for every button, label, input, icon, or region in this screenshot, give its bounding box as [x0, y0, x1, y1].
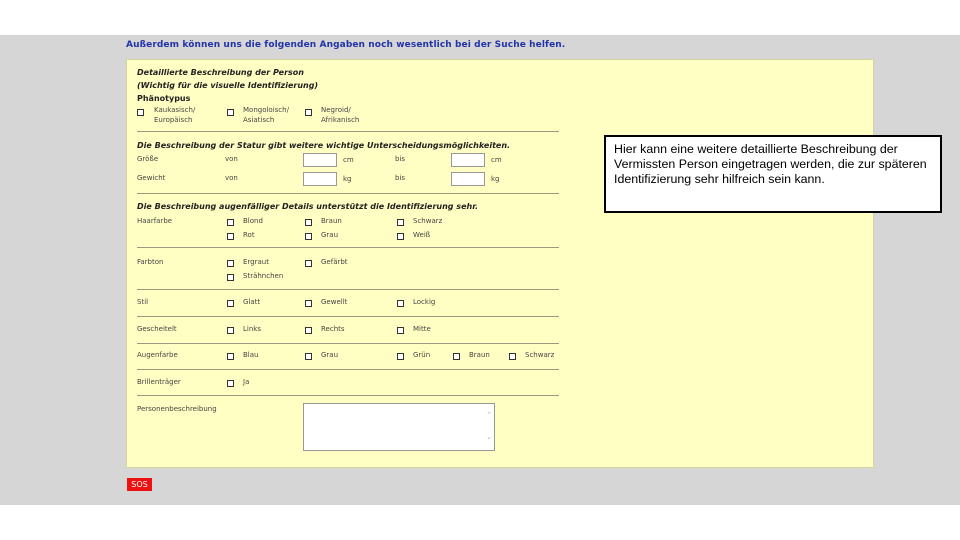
divider	[137, 247, 559, 248]
groesse-label: Größe	[137, 155, 159, 163]
divider	[137, 343, 559, 344]
checkbox-schwarz-haar[interactable]	[397, 219, 404, 226]
gewicht-unit2: kg	[491, 175, 500, 183]
option-rechts: Rechts	[321, 325, 345, 333]
option-negroid-line2: Afrikanisch	[321, 116, 360, 124]
farbton-label: Farbton	[137, 258, 164, 266]
scroll-up-icon[interactable]: ⌃	[486, 411, 492, 419]
option-braun-augen: Braun	[469, 351, 490, 359]
option-kaukasisch-line2: Europäisch	[154, 116, 193, 124]
option-gefaerbt: Gefärbt	[321, 258, 348, 266]
option-schwarz-haar: Schwarz	[413, 217, 443, 225]
description-form	[126, 59, 874, 468]
option-glatt: Glatt	[243, 298, 261, 306]
gewicht-von-label: von	[225, 174, 238, 182]
option-gewellt: Gewellt	[321, 298, 348, 306]
option-rot: Rot	[243, 231, 255, 239]
gewicht-bis-label: bis	[395, 174, 406, 182]
checkbox-glatt[interactable]	[227, 300, 234, 307]
augenfarbe-label: Augenfarbe	[137, 351, 178, 359]
gewicht-bis-input[interactable]	[451, 172, 485, 186]
checkbox-schwarz-augen[interactable]	[509, 353, 516, 360]
option-straehnchen: Strähnchen	[243, 272, 284, 280]
option-schwarz-augen: Schwarz	[525, 351, 555, 359]
option-ja: Ja	[243, 378, 250, 386]
tooltip-callout: Hier kann eine weitere detaillierte Beschreibung der Vermissten Person eingetragen werden, die zur späteren Identifizierung sehr hilfreich sein kann.	[604, 135, 942, 213]
checkbox-rechts[interactable]	[305, 327, 312, 334]
sos-button[interactable]: SOS	[127, 478, 152, 491]
checkbox-lockig[interactable]	[397, 300, 404, 307]
groesse-unit2: cm	[491, 156, 502, 164]
checkbox-braun-augen[interactable]	[453, 353, 460, 360]
scroll-down-icon[interactable]: ⌄	[486, 433, 492, 441]
option-mongoloisch-line2: Asiatisch	[243, 116, 275, 124]
option-grau-augen: Grau	[321, 351, 339, 359]
option-grau-haar: Grau	[321, 231, 339, 239]
checkbox-gefaerbt[interactable]	[305, 260, 312, 267]
divider	[137, 395, 559, 396]
checkbox-rot[interactable]	[227, 233, 234, 240]
section-title-description: Detaillierte Beschreibung der Person	[137, 68, 304, 77]
gescheitelt-label: Gescheitelt	[137, 325, 177, 333]
option-negroid-line1: Negroid/	[321, 106, 351, 114]
checkbox-mongoloisch[interactable]	[227, 109, 234, 116]
option-braun-haar: Braun	[321, 217, 342, 225]
personenbeschreibung-textarea[interactable]	[303, 403, 495, 451]
option-lockig: Lockig	[413, 298, 436, 306]
option-mongoloisch-line1: Mongoloisch/	[243, 106, 289, 114]
option-weiss: Weiß	[413, 231, 431, 239]
checkbox-grau-augen[interactable]	[305, 353, 312, 360]
checkbox-straehnchen[interactable]	[227, 274, 234, 281]
stil-label: Stil	[137, 298, 149, 306]
checkbox-blond[interactable]	[227, 219, 234, 226]
checkbox-kaukasisch[interactable]	[137, 109, 144, 116]
gewicht-unit1: kg	[343, 175, 352, 183]
divider	[137, 369, 559, 370]
haarfarbe-label: Haarfarbe	[137, 217, 173, 225]
groesse-von-input[interactable]	[303, 153, 337, 167]
checkbox-gruen[interactable]	[397, 353, 404, 360]
option-kaukasisch-line1: Kaukasisch/	[154, 106, 196, 114]
groesse-von-label: von	[225, 155, 238, 163]
divider	[137, 193, 559, 194]
checkbox-ja[interactable]	[227, 380, 234, 387]
checkbox-negroid[interactable]	[305, 109, 312, 116]
option-blau: Blau	[243, 351, 259, 359]
gewicht-label: Gewicht	[137, 174, 166, 182]
option-blond: Blond	[243, 217, 263, 225]
groesse-unit1: cm	[343, 156, 354, 164]
section-subtitle-visual: (Wichtig für die visuelle Identifizierung)	[137, 81, 319, 90]
option-ergraut: Ergraut	[243, 258, 269, 266]
checkbox-mitte[interactable]	[397, 327, 404, 334]
groesse-bis-input[interactable]	[451, 153, 485, 167]
option-mitte: Mitte	[413, 325, 431, 333]
checkbox-grau-haar[interactable]	[305, 233, 312, 240]
checkbox-ergraut[interactable]	[227, 260, 234, 267]
groesse-bis-label: bis	[395, 155, 406, 163]
section-title-statur: Die Beschreibung der Statur gibt weitere wichtige Unterscheidungsmöglichkeiten.	[137, 141, 511, 150]
checkbox-braun-haar[interactable]	[305, 219, 312, 226]
checkbox-weiss[interactable]	[397, 233, 404, 240]
option-links: Links	[243, 325, 261, 333]
personenbeschreibung-label: Personenbeschreibung	[137, 405, 217, 413]
divider	[137, 131, 559, 132]
checkbox-blau[interactable]	[227, 353, 234, 360]
checkbox-gewellt[interactable]	[305, 300, 312, 307]
brillentraeger-label: Brillenträger	[137, 378, 181, 386]
phaenotypus-label: Phänotypus	[137, 94, 191, 103]
divider	[137, 289, 559, 290]
divider	[137, 316, 559, 317]
gewicht-von-input[interactable]	[303, 172, 337, 186]
checkbox-links[interactable]	[227, 327, 234, 334]
section-title-details: Die Beschreibung augenfälliger Details unterstützt die Identifizierung sehr.	[137, 202, 479, 211]
option-gruen: Grün	[413, 351, 431, 359]
page-heading: Außerdem können uns die folgenden Angaben noch wesentlich bei der Suche helfen.	[126, 40, 566, 50]
